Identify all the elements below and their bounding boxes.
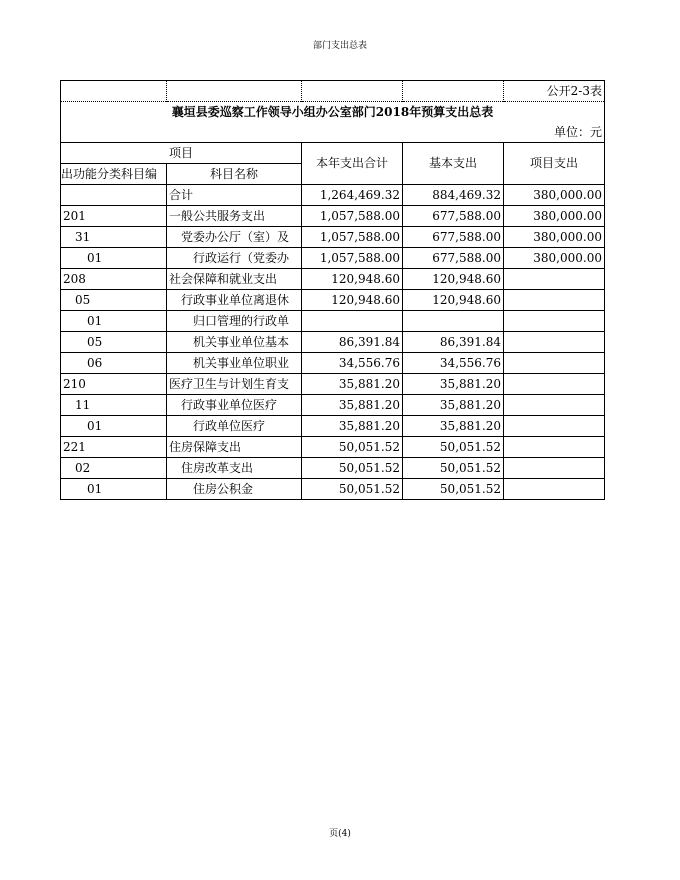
table-row	[61, 290, 605, 311]
header-total: 本年支出合计	[302, 143, 403, 185]
row-project	[504, 353, 605, 374]
table-row	[61, 332, 605, 353]
row-code: 01	[61, 479, 167, 500]
row-name: 合计	[167, 185, 302, 206]
row-project	[504, 479, 605, 500]
row-project: 380,000.00	[504, 206, 605, 227]
row-code: 221	[61, 437, 167, 458]
header-basic: 基本支出	[403, 143, 504, 185]
table-row	[61, 206, 605, 227]
unit-row	[61, 122, 605, 143]
data-body	[61, 185, 605, 500]
row-code: 31	[61, 227, 167, 248]
row-basic: 35,881.20	[403, 395, 504, 416]
row-project: 380,000.00	[504, 248, 605, 269]
row-code: 01	[61, 311, 167, 332]
row-basic: 34,556.76	[403, 353, 504, 374]
row-project	[504, 332, 605, 353]
row-project: 380,000.00	[504, 227, 605, 248]
row-basic: 677,588.00	[403, 227, 504, 248]
row-name: 行政事业单位医疗	[167, 395, 302, 416]
row-project	[504, 416, 605, 437]
row-total: 1,057,588.00	[302, 227, 403, 248]
row-name: 社会保障和就业支出	[167, 269, 302, 290]
table-row	[61, 227, 605, 248]
row-name: 行政事业单位离退休	[167, 290, 302, 311]
row-code: 201	[61, 206, 167, 227]
table-row	[61, 416, 605, 437]
row-total: 120,948.60	[302, 269, 403, 290]
budget-table	[60, 80, 605, 500]
row-total: 50,051.52	[302, 458, 403, 479]
row-total: 86,391.84	[302, 332, 403, 353]
row-total: 35,881.20	[302, 416, 403, 437]
row-name: 党委办公厅（室）及	[167, 227, 302, 248]
row-name: 归口管理的行政单	[167, 311, 302, 332]
row-project	[504, 437, 605, 458]
table-row	[61, 479, 605, 500]
header-item: 项目	[61, 143, 302, 164]
row-name: 一般公共服务支出	[167, 206, 302, 227]
row-code: 05	[61, 332, 167, 353]
table-row	[61, 395, 605, 416]
row-total: 35,881.20	[302, 395, 403, 416]
row-code: 06	[61, 353, 167, 374]
row-name: 行政单位医疗	[167, 416, 302, 437]
row-total: 1,057,588.00	[302, 248, 403, 269]
page-footer: 页(4)	[329, 829, 351, 839]
header-name: 科目名称	[167, 164, 302, 185]
row-basic: 35,881.20	[403, 374, 504, 395]
row-total: 34,556.76	[302, 353, 403, 374]
page-header: 部门支出总表	[312, 41, 367, 51]
row-project	[504, 269, 605, 290]
unit-label: 单位：元	[61, 122, 605, 143]
row-basic: 677,588.00	[403, 248, 504, 269]
row-code: 05	[61, 290, 167, 311]
row-code: 02	[61, 458, 167, 479]
table-row	[61, 269, 605, 290]
table-code-row	[61, 81, 605, 102]
table-row	[61, 353, 605, 374]
row-project	[504, 374, 605, 395]
row-basic: 50,051.52	[403, 458, 504, 479]
row-total	[302, 311, 403, 332]
row-name: 行政运行（党委办	[167, 248, 302, 269]
row-total: 50,051.52	[302, 437, 403, 458]
row-code: 210	[61, 374, 167, 395]
row-name: 医疗卫生与计划生育支	[167, 374, 302, 395]
header-code: 出功能分类科目编	[61, 164, 167, 185]
row-basic: 35,881.20	[403, 416, 504, 437]
row-project	[504, 290, 605, 311]
row-code: 01	[61, 416, 167, 437]
row-total: 1,057,588.00	[302, 206, 403, 227]
row-basic: 120,948.60	[403, 269, 504, 290]
row-name: 机关事业单位基本	[167, 332, 302, 353]
row-project: 380,000.00	[504, 185, 605, 206]
row-total: 35,881.20	[302, 374, 403, 395]
row-name: 住房保障支出	[167, 437, 302, 458]
row-basic	[403, 311, 504, 332]
row-total: 50,051.52	[302, 479, 403, 500]
row-project	[504, 395, 605, 416]
row-basic: 120,948.60	[403, 290, 504, 311]
row-project	[504, 458, 605, 479]
row-code: 208	[61, 269, 167, 290]
table-title: 襄垣县委巡察工作领导小组办公室部门2018年预算支出总表	[61, 102, 605, 123]
row-project	[504, 311, 605, 332]
row-code: 11	[61, 395, 167, 416]
table-row	[61, 248, 605, 269]
table-row	[61, 185, 605, 206]
row-name: 住房改革支出	[167, 458, 302, 479]
table-row	[61, 458, 605, 479]
header-project: 项目支出	[504, 143, 605, 185]
table-row	[61, 311, 605, 332]
row-basic: 50,051.52	[403, 479, 504, 500]
row-basic: 50,051.52	[403, 437, 504, 458]
title-row	[61, 102, 605, 123]
row-basic: 677,588.00	[403, 206, 504, 227]
row-name: 住房公积金	[167, 479, 302, 500]
table-row	[61, 437, 605, 458]
row-basic: 884,469.32	[403, 185, 504, 206]
table-row	[61, 374, 605, 395]
row-total: 120,948.60	[302, 290, 403, 311]
row-code: 01	[61, 248, 167, 269]
row-basic: 86,391.84	[403, 332, 504, 353]
row-total: 1,264,469.32	[302, 185, 403, 206]
table-code: 公开2-3表	[504, 81, 605, 102]
row-name: 机关事业单位职业	[167, 353, 302, 374]
header-row-1	[61, 143, 605, 164]
row-code	[61, 185, 167, 206]
